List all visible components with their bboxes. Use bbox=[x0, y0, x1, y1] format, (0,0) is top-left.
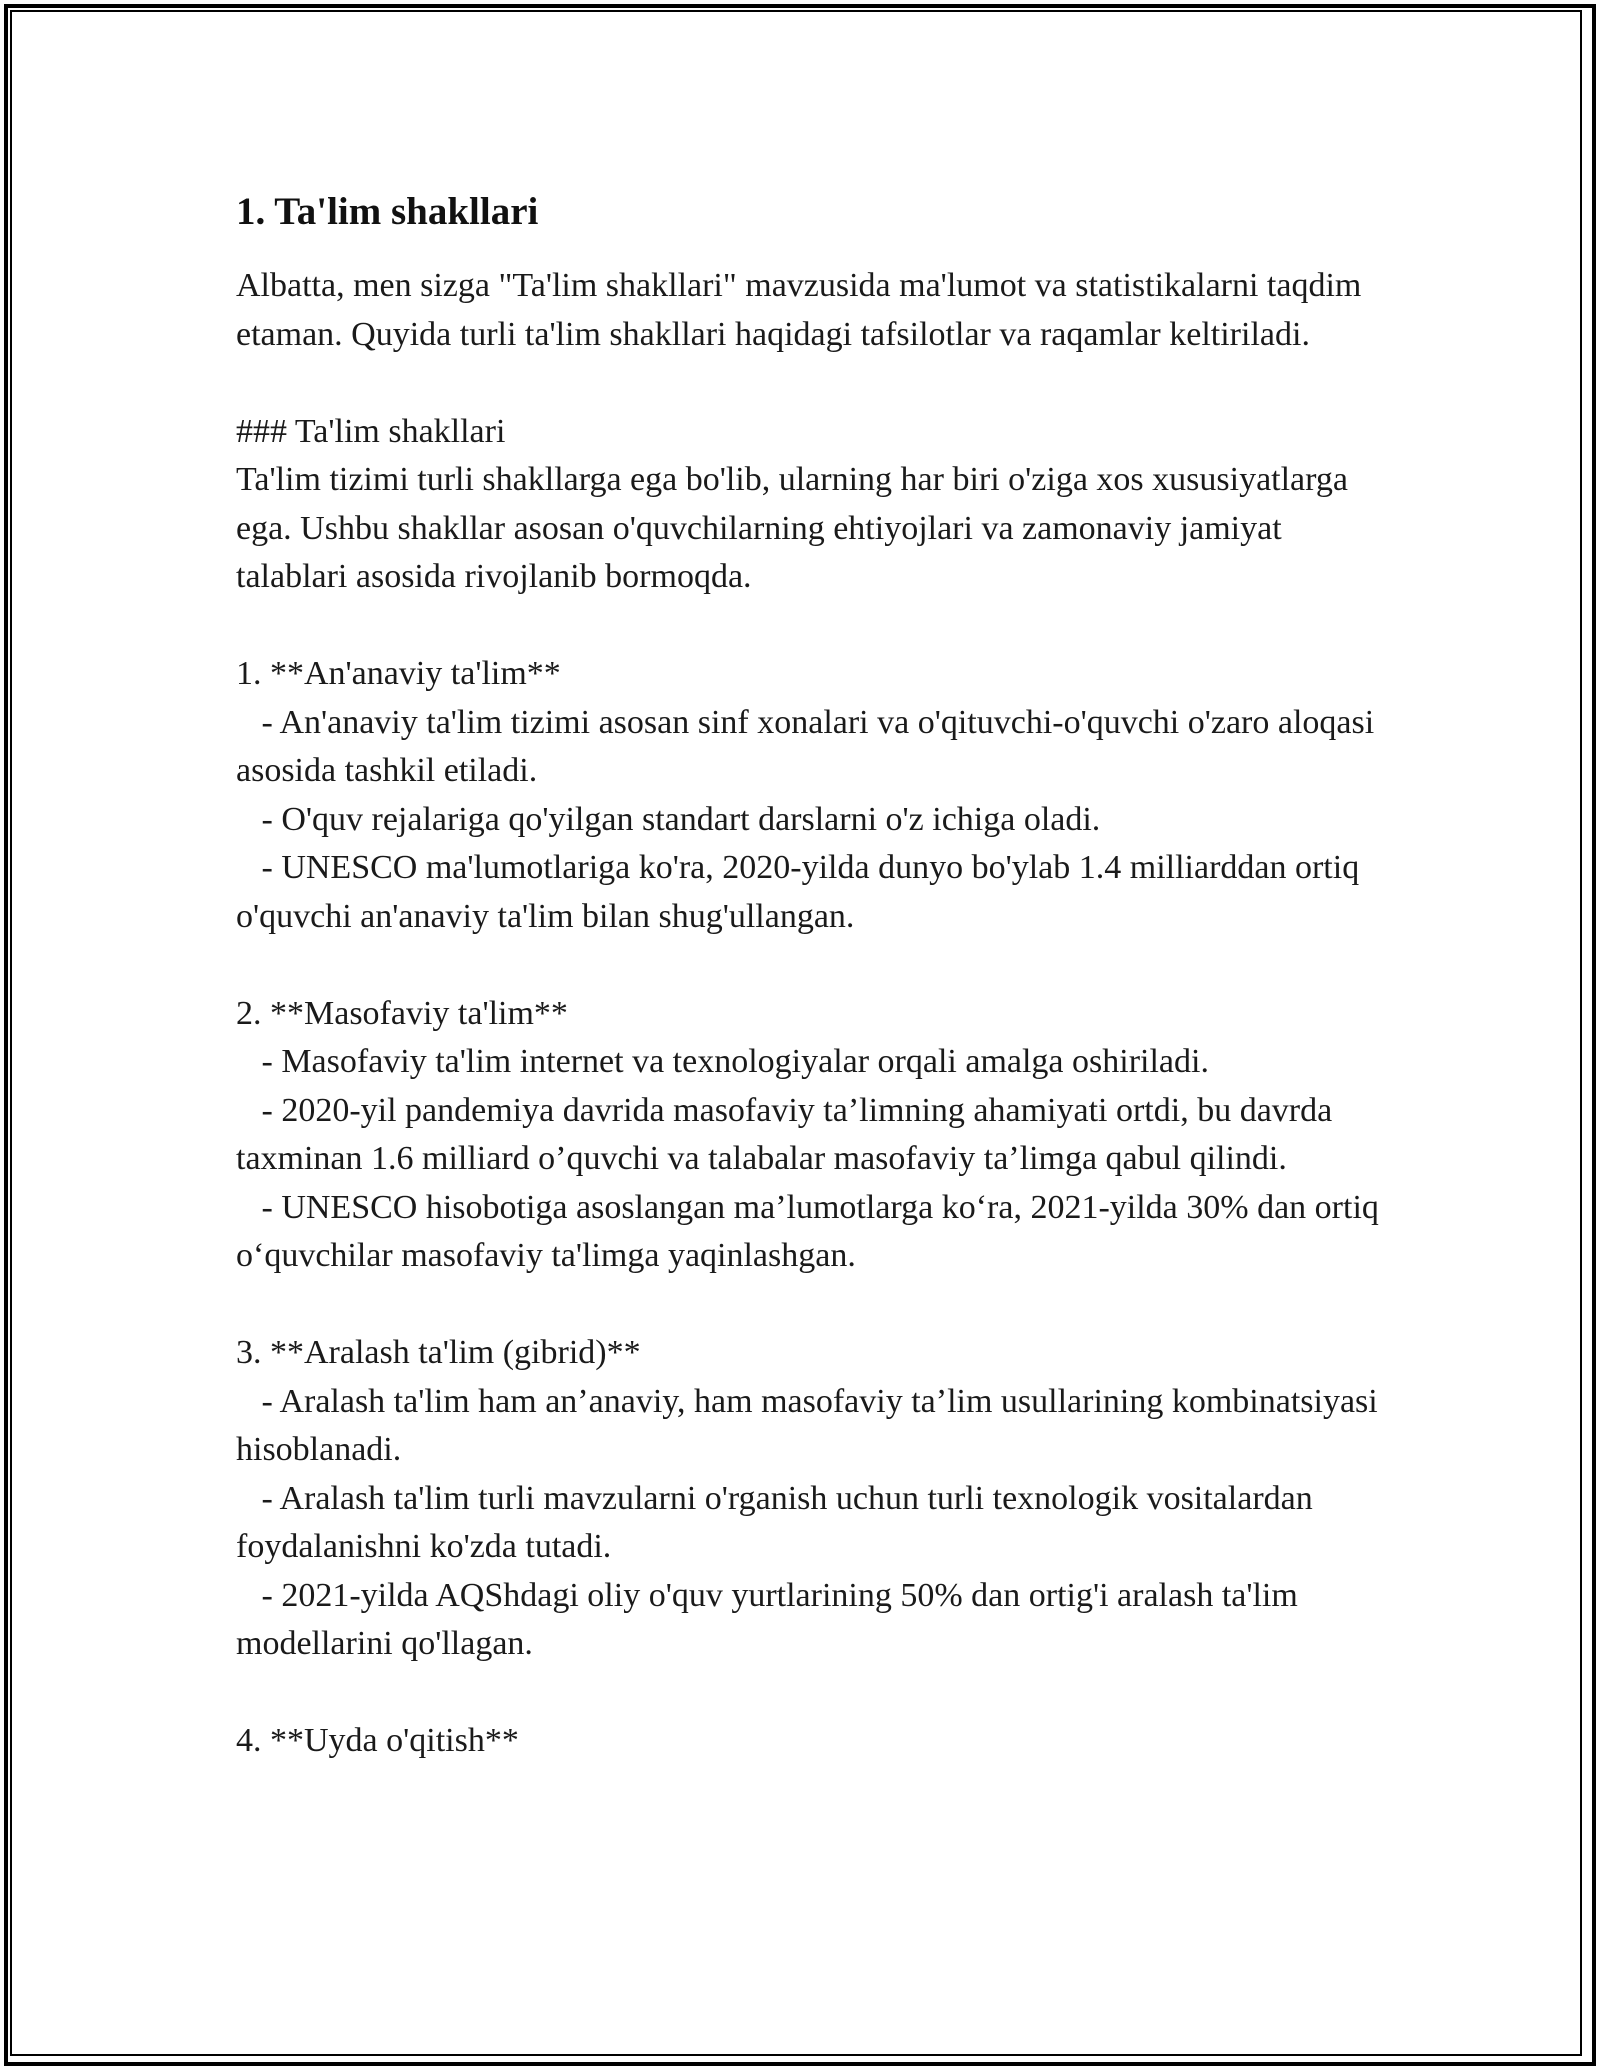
page-title: 1. Ta'lim shakllari bbox=[236, 190, 539, 233]
document-content bbox=[236, 184, 1386, 1766]
document-body: Albatta, men sizga "Ta'lim shakllari" mavzusida ma'lumot va statistikalarni taqdim etaman. Quyida turli ta'lim shakllari haqidagi tafsilotlar va raqamlar keltiriladi. ### Ta'lim shakllari Ta'lim tizimi turli shakllarga ega bo'lib, ularning har biri o'ziga xos xususiyatlarga ega. Ushbu shakllar asosan o'quvchilarning ehtiyojlari va zamonaviy jamiyat talablari asosida rivojlanib bormoqda. 1. **An'anaviy ta'lim** - An'anaviy ta'lim tizimi asosan sinf xonalari va o'qituvchi-o'quvchi o'zaro aloqasi asosida tashkil etiladi. - O'quv rejalariga qo'yilgan standart darslarni o'z ichiga oladi. - UNESCO ma'lumotlariga ko'ra, 2020-yilda dunyo bo'ylab 1.4 milliarddan ortiq o'quvchi an'anaviy ta'lim bilan shug'ullangan. 2. **Masofaviy ta'lim** - Masofaviy ta'lim internet va texnologiyalar orqali amalga oshiriladi. - 2020-yil pandemiya davrida masofaviy ta’limning ahamiyati ortdi, bu davrda taxminan 1.6 milliard o’quvchi va talabalar masofaviy ta’limga qabul qilindi. - UNESCO hisobotiga asoslangan ma’lumotlarga ko‘ra, 2021-yilda 30% dan ortiq o‘quvchilar masofaviy ta'limga yaqinlashgan. 3. **Aralash ta'lim (gibrid)** - Aralash ta'lim ham an’anaviy, ham masofaviy ta’lim usullarining kombinatsiyasi hisoblanadi. - Aralash ta'lim turli mavzularni o'rganish uchun turli texnologik vositalardan foydalanishni ko'zda tutadi. - 2021-yilda AQShdagi oliy o'quv yurtlarining 50% dan ortig'i aralash ta'lim modellarini qo'llagan. 4. **Uyda o'qitish** bbox=[236, 267, 1379, 1759]
